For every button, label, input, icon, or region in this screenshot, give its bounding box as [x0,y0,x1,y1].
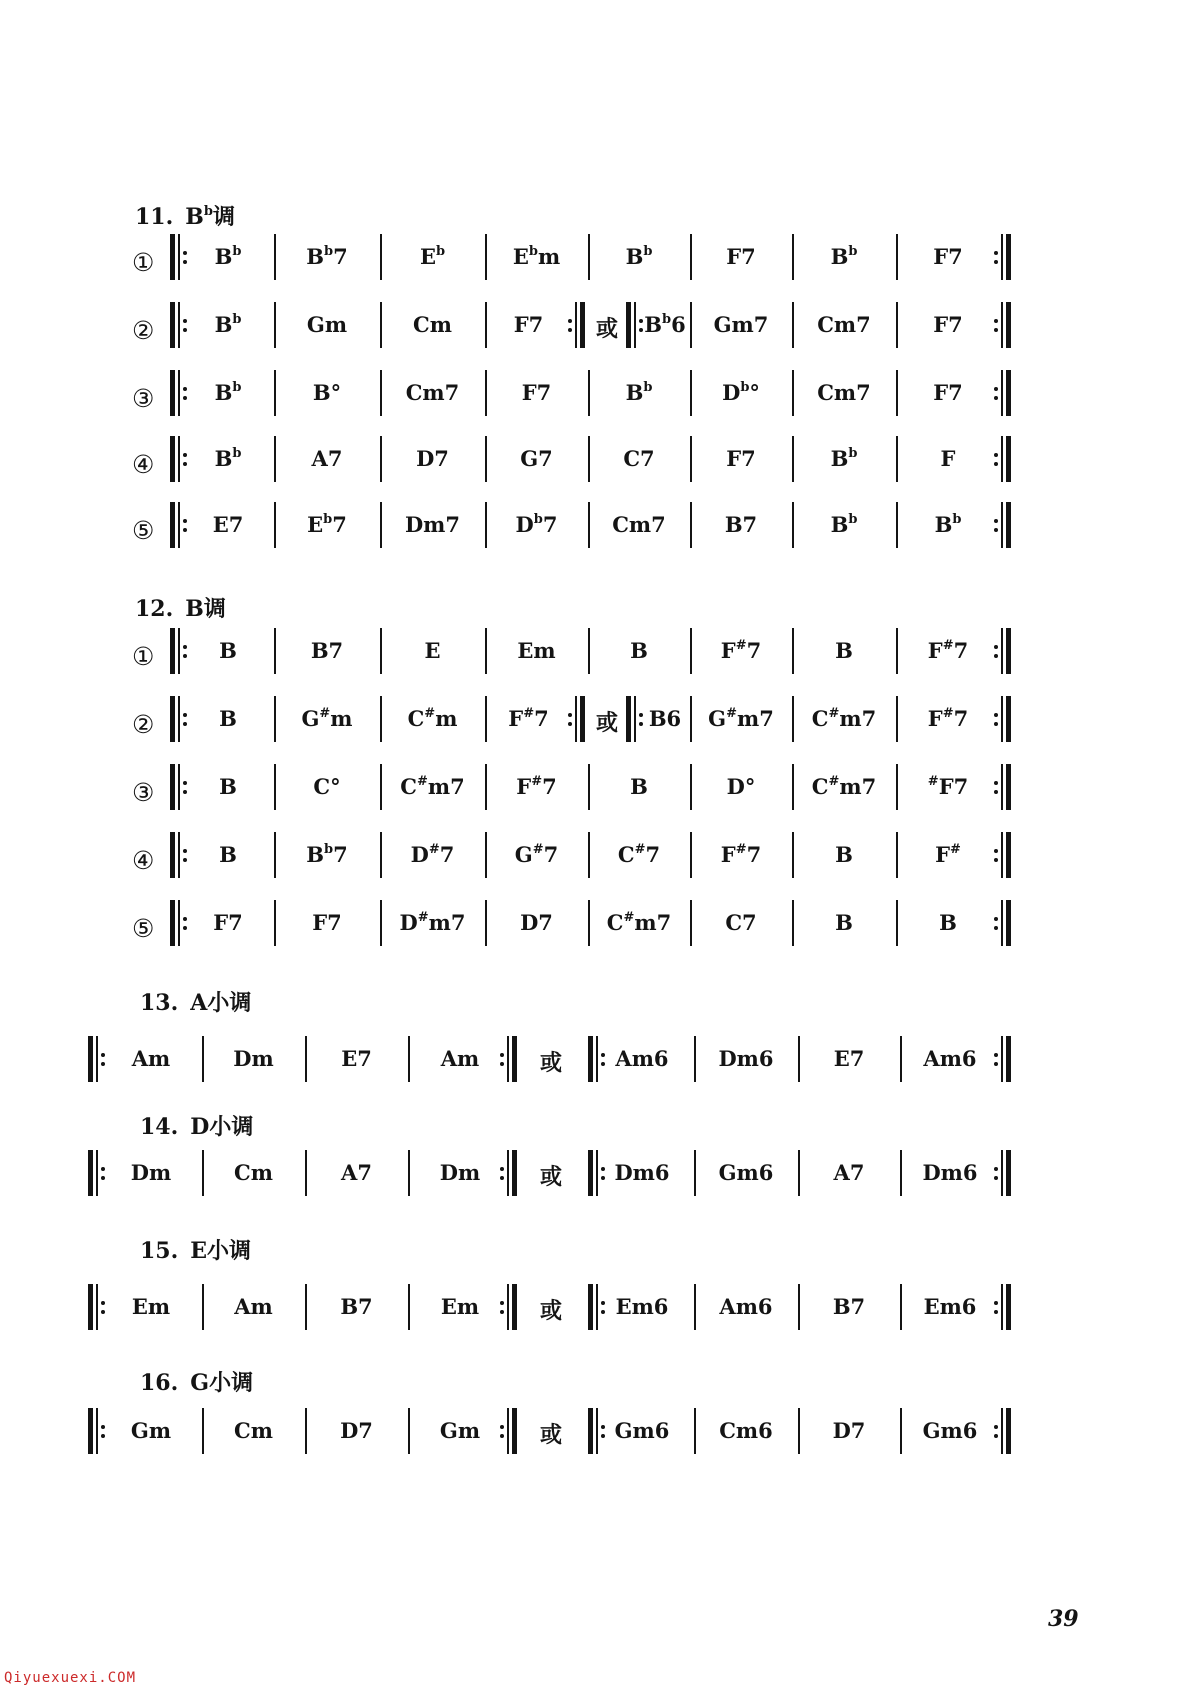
chord-symbol: B7 [724,512,758,537]
chord-symbol: $B^b$ [214,311,242,337]
chord-symbol: #F7 [927,773,969,799]
chord-symbol: C#m7 [811,705,877,731]
chord-symbol: Gm [439,1418,481,1443]
chord-symbol: F7 [312,910,342,935]
chord-symbol: $B^b7$ [306,841,348,867]
key-name: E小调 [190,1238,252,1264]
chord-row [0,436,1200,496]
chord-symbol: B [939,910,957,935]
chord-symbol: Cm [234,1160,273,1185]
chord-symbol: A7 [341,1160,372,1185]
thick-barline [1006,1284,1011,1330]
chord-symbol: F7 [521,380,552,405]
thick-barline [1006,302,1011,348]
chord-row [0,628,1200,688]
chord-symbol: B7 [832,1294,866,1319]
chord-symbol: C° [313,774,341,799]
section-number: 12. [135,596,174,622]
chord-symbol: Gm [130,1418,172,1443]
thin-barline [96,1284,98,1330]
thick-barline [580,696,585,742]
chord-symbol: B7 [340,1294,373,1319]
chord-symbol: $D^b7$ [515,511,558,537]
thin-barline [1001,302,1003,348]
thin-barline [1001,628,1003,674]
chord-symbol: F#7 [508,705,549,731]
thin-barline [96,1150,98,1196]
section-heading [135,200,235,231]
chord-symbol: B [835,638,853,663]
chord-symbol: B6 [648,706,682,731]
chord-symbol: C#m7 [606,909,672,935]
or-label: 或 [540,1164,563,1190]
thin-barline [1001,1284,1003,1330]
chord-row [0,900,1200,960]
thick-barline [580,302,585,348]
chord-symbol: B [630,638,648,663]
thin-barline [1001,832,1003,878]
chord-symbol: B [219,638,237,663]
thick-barline [88,1036,93,1082]
chord-row [0,764,1200,824]
chord-symbol: C#m7 [811,773,877,799]
chord-symbol: Am6 [923,1046,977,1071]
thin-barline [96,1036,98,1082]
thin-barline [1001,1036,1003,1082]
thick-barline [1006,696,1011,742]
chord-symbol: B [219,774,237,799]
chord-symbol: F7 [933,244,963,269]
chord-symbol: $B^b$ [214,445,242,471]
thin-barline [1001,370,1003,416]
chord-symbol: $E^b$ [419,243,446,269]
chord-row [0,370,1200,430]
chord-symbol: $B^b$ [830,511,858,537]
thick-barline [1006,1036,1011,1082]
chord-symbol: C#7 [617,841,661,867]
thin-barline [1001,234,1003,280]
site-watermark: Qiyuexuexi.COM [4,1670,137,1686]
chord-symbol: $B^b$ [830,445,858,471]
chord-symbol: D7 [340,1418,373,1443]
thick-barline [170,436,175,482]
thick-barline [1006,436,1011,482]
chord-symbol: F# [935,841,961,867]
key-name: G小调 [190,1370,254,1396]
section-heading [140,1110,253,1141]
chord-symbol: $E^b7$ [307,511,347,537]
chord-symbol: F#7 [720,637,762,663]
or-label: 或 [596,316,619,342]
section-number: 11. [135,204,174,230]
thick-barline [1006,832,1011,878]
chord-symbol: F7 [726,446,756,471]
row-number-mark: ① [132,642,155,671]
chord-symbol: B [219,706,237,731]
chord-symbol: $B^b$ [625,243,653,269]
section-heading [140,986,251,1017]
thin-barline [1001,696,1003,742]
thin-barline [1001,502,1003,548]
chord-symbol: D° [726,774,756,799]
or-label: 或 [540,1422,563,1448]
or-label: 或 [596,710,619,736]
thick-barline [1006,502,1011,548]
chord-symbol: C7 [725,910,757,935]
chord-symbol: E [424,638,441,663]
chord-symbol: $B^b$ [830,243,858,269]
chord-symbol: G#m7 [708,705,774,731]
section-number: 15. [140,1238,179,1264]
chord-symbol: Dm [439,1160,481,1185]
chord-symbol: F7 [726,244,756,269]
chord-symbol: Dm6 [614,1160,670,1185]
thin-barline [1001,764,1003,810]
thin-barline [1001,1408,1003,1454]
chord-symbol: Gm6 [922,1418,978,1443]
chord-symbol: Am6 [719,1294,773,1319]
chord-symbol: B [835,910,853,935]
chord-symbol: Dm7 [404,512,461,537]
row-number-mark: ② [132,316,155,345]
thick-barline [1006,234,1011,280]
chord-symbol: F7 [213,910,243,935]
row-number-mark: ④ [132,846,155,875]
chord-symbol: F#7 [720,841,762,867]
chord-symbol: Cm7 [405,380,460,405]
chord-symbol: Am [440,1046,480,1071]
chord-symbol: Am6 [615,1046,669,1071]
chord-symbol: $B^b$ [214,243,242,269]
chord-symbol: Cm7 [612,512,666,537]
chord-symbol: $D^b^\circ$ [722,379,760,405]
chord-row [0,1150,1200,1210]
chord-symbol: A7 [833,1160,865,1185]
chord-symbol: Em [440,1294,480,1319]
thick-barline [170,628,175,674]
chord-symbol: Dm [130,1160,172,1185]
chord-symbol: F#7 [927,705,969,731]
chord-symbol: $B^b$ [214,379,242,405]
chord-symbol: $B^b7$ [306,243,348,269]
row-number-mark: ③ [132,778,155,807]
thick-barline [512,1284,517,1330]
chord-symbol: F [940,446,956,471]
key-name: D小调 [190,1114,254,1140]
section-number: 16. [140,1370,179,1396]
chord-symbol: C7 [623,446,655,471]
chord-symbol: F7 [933,380,963,405]
chord-symbol: B° [312,380,342,405]
row-number-mark: ③ [132,384,155,413]
thin-barline [1001,436,1003,482]
chord-row [0,696,1200,756]
section-heading [135,592,226,623]
chord-row [0,1036,1200,1096]
chord-symbol: Gm7 [713,312,769,337]
chord-symbol: Em6 [615,1294,669,1319]
thick-barline [1006,900,1011,946]
chord-symbol: Cm7 [817,312,871,337]
row-number-mark: ④ [132,450,155,479]
chord-symbol: Dm6 [718,1046,774,1071]
chord-symbol: Gm6 [718,1160,774,1185]
section-number: 14. [140,1114,179,1140]
chord-symbol: G#7 [514,841,559,867]
or-label: 或 [540,1050,563,1076]
thin-barline [1001,900,1003,946]
thick-barline [170,832,175,878]
chord-symbol: B [219,842,237,867]
chord-symbol: G7 [520,446,553,471]
chord-symbol: Gm [306,312,348,337]
or-label: 或 [540,1298,563,1324]
thick-barline [512,1150,517,1196]
chord-symbol: Dm6 [922,1160,978,1185]
chord-symbol: A7 [311,446,343,471]
chord-symbol: B [630,774,648,799]
chord-symbol: $B^b6$ [644,311,686,337]
chord-symbol: C#m [407,705,458,731]
row-number-mark: ⑤ [132,516,155,545]
chord-symbol: D7 [520,910,553,935]
chord-symbol: G#m [301,705,353,731]
chord-row [0,502,1200,562]
page-number: 39 [1048,1606,1079,1632]
chord-symbol: Cm6 [719,1418,773,1443]
chord-symbol: Dm [233,1046,274,1071]
chord-symbol: E7 [833,1046,865,1071]
chord-symbol: Em [517,638,556,663]
chord-symbol: $B^b$ [934,511,962,537]
thin-barline [96,1408,98,1454]
chord-symbol: F7 [513,312,544,337]
thick-barline [1006,1150,1011,1196]
section-heading [140,1366,253,1397]
chord-symbol: D7 [416,446,449,471]
chord-symbol: Am [131,1046,171,1071]
chord-symbol: F7 [933,312,963,337]
chord-row [0,1284,1200,1344]
thick-barline [1006,370,1011,416]
thick-barline [170,900,175,946]
thick-barline [512,1036,517,1082]
thick-barline [170,234,175,280]
chord-symbol: Cm7 [817,380,871,405]
chord-symbol: D#m7 [399,909,466,935]
chord-symbol: E7 [341,1046,372,1071]
row-number-mark: ② [132,710,155,739]
section-heading [140,1234,251,1265]
thick-barline [170,502,175,548]
key-name: A小调 [190,990,252,1016]
key-name: B调 [185,596,226,622]
thick-barline [1006,764,1011,810]
thick-barline [170,370,175,416]
chord-row [0,1408,1200,1468]
row-number-mark: ⑤ [132,914,155,943]
chord-symbol: $E^bm$ [512,243,561,269]
thick-barline [88,1408,93,1454]
thick-barline [170,302,175,348]
chord-symbol: B7 [310,638,344,663]
chord-symbol: Gm6 [614,1418,670,1443]
chord-symbol: Cm [413,312,452,337]
thin-barline [1001,1150,1003,1196]
chord-symbol: Cm [234,1418,273,1443]
row-number-mark: ① [132,248,155,277]
chord-symbol: $B^b$ [625,379,653,405]
chord-row [0,302,1200,362]
thick-barline [170,696,175,742]
thick-barline [1006,1408,1011,1454]
thick-barline [88,1284,93,1330]
chord-symbol: C#m7 [400,773,465,799]
chord-symbol: E7 [212,512,244,537]
chord-row [0,832,1200,892]
thick-barline [512,1408,517,1454]
chord-symbol: D#7 [410,841,455,867]
chord-symbol: F#7 [516,773,557,799]
thick-barline [88,1150,93,1196]
thick-barline [1006,628,1011,674]
section-number: 13. [140,990,179,1016]
chord-symbol: Em6 [923,1294,977,1319]
chord-symbol: F#7 [927,637,969,663]
chord-row [0,234,1200,294]
thick-barline [170,764,175,810]
key-name: $B^b$调 [185,203,235,230]
chord-symbol: Am [234,1294,273,1319]
chord-symbol: Em [131,1294,171,1319]
chord-symbol: D7 [832,1418,866,1443]
chord-symbol: B [835,842,853,867]
